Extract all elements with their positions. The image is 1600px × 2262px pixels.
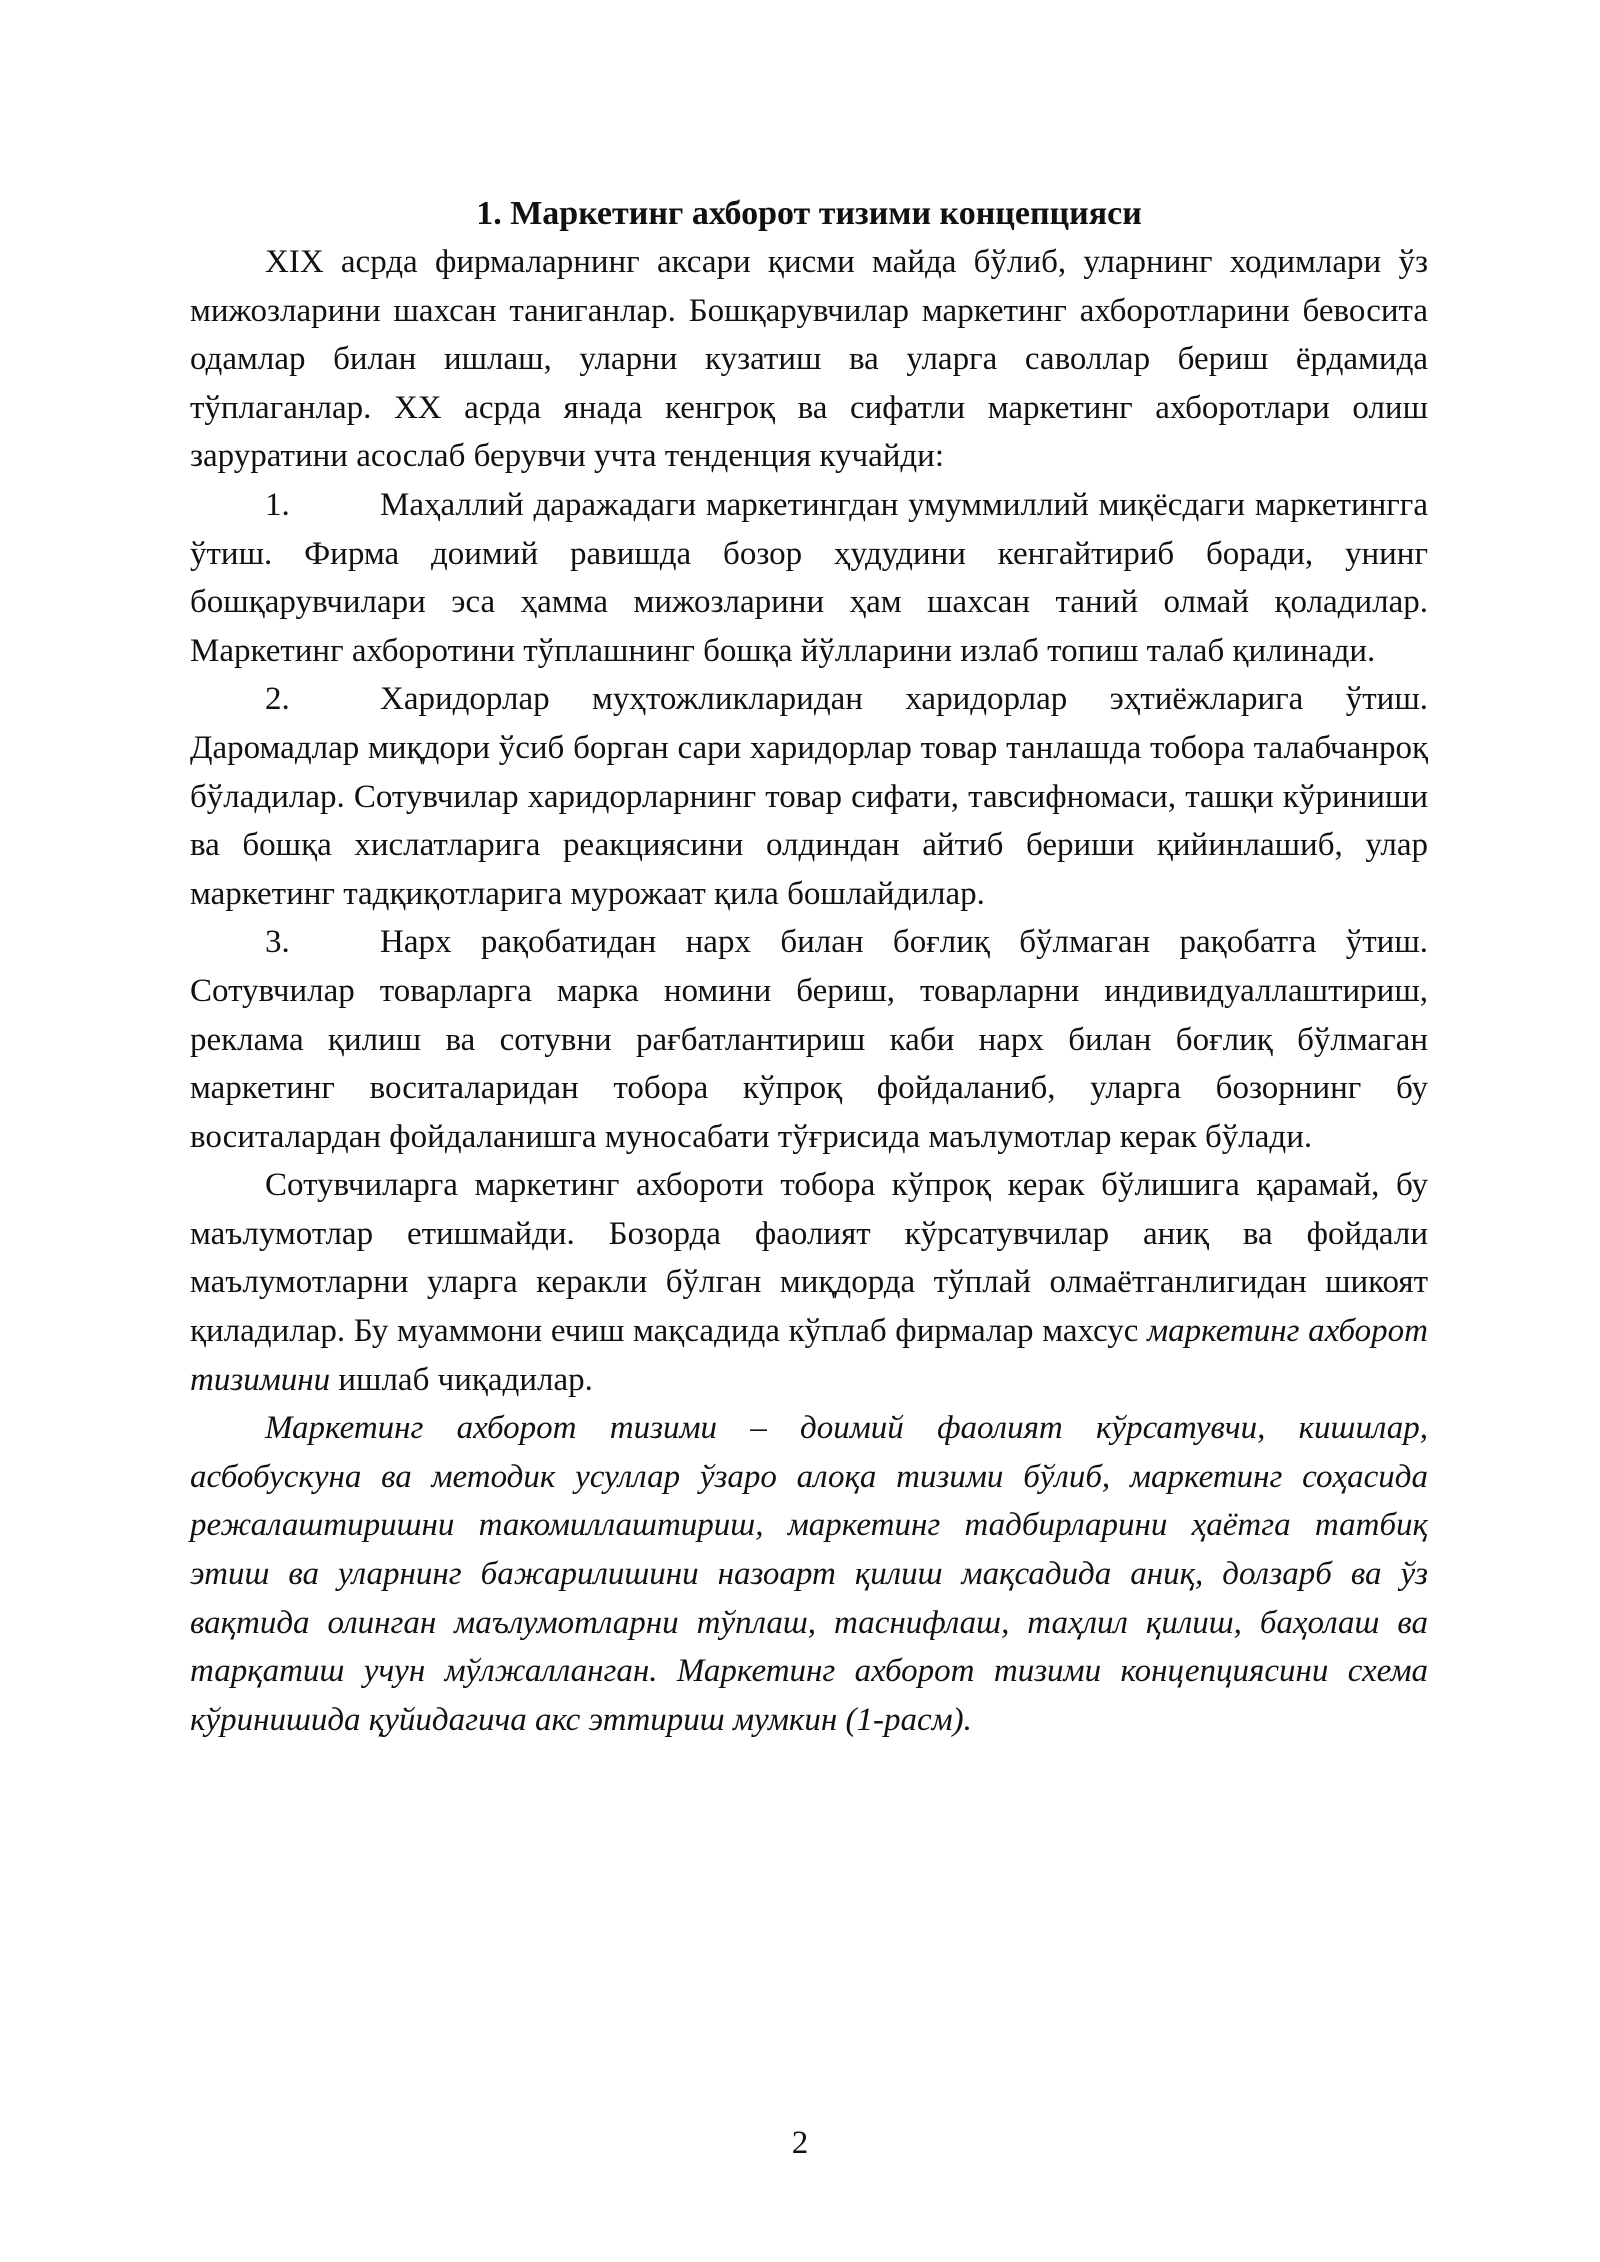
list-item-1-text: Маҳаллий даражадаги маркетингдан умуммиллий миқёсдаги маркетингга ўтиш. Фирма доимий равишда бозор ҳудудини кенгайтириб боради, унинг бошқарувчилари эса ҳамма мижозларини ҳам шахсан таний олмай қоладилар. Маркетинг ахборотини тўплашнинг бошқа йўлларини излаб топиш талаб қилинади.: [190, 486, 1428, 669]
list-item-1-number: 1.: [265, 486, 290, 523]
marketing-info-text-end: ишлаб чиқадилар.: [330, 1361, 593, 1398]
list-item-2-number: 2.: [265, 681, 290, 718]
list-item-3-text: Нарх рақобатидан нарх билан боғлиқ бўлмаган рақобатга ўтиш. Сотувчилар товарларга марка номини бериш, товарларни индивидуаллаштириш, реклама қилиш ва сотувни рағбатлантириш каби нарх билан боғлиқ бўлмаган маркетинг воситаларидан тобора кўпроқ фойдаланиб, уларга бозорнинг бу воситалардан фойдаланишга муносабати тўғрисида маълумотлар керак бўлади.: [190, 924, 1428, 1155]
marketing-info-italic-term: маркетинг ахборот тизимини: [190, 1313, 1428, 1398]
list-item-3: [190, 918, 1428, 1161]
intro-paragraph: XIX асрда фирмаларнинг аксари қисми майда бўлиб, уларнинг ходимлари ўз мижозларини шахсан таниганлар. Бошқарувчилар маркетинг ахборотларини бевосита одамлар билан ишлаш, уларни кузатиш ва уларга саволлар бериш ёрдамида тўплаганлар. XX асрда янада кенгроқ ва сифатли маркетинг ахборотлари олиш заруратини асослаб берувчи учта тенденция кучайди:: [190, 244, 1428, 475]
definition-paragraph: Маркетинг ахборот тизими – доимий фаолият кўрсатувчи, кишилар, асбобускуна ва методик усуллар ўзаро алоқа тизими бўлиб, маркетинг соҳасида режалаштиришни такомиллаштириш, маркетинг тадбирларини ҳаётга татбиқ этиш ва уларнинг бажарилишини назоарт қилиш мақсадида аниқ, долзарб ва ўз вақтида олинган маълумотларни тўплаш, таснифлаш, таҳлил қилиш, баҳолаш ва тарқатиш учун мўлжалланган. Маркетинг ахборот тизими концепциясини схема кўринишида қуйидагича акс эттириш мумкин (1-расм).: [190, 1410, 1428, 1738]
marketing-info-paragraph: [190, 1161, 1428, 1404]
marketing-info-text-start: Сотувчиларга маркетинг ахбороти тобора кўпроқ керак бўлишига қарамай, бу маълумотлар етишмайди. Бозорда фаолият кўрсатувчилар аниқ ва фойдали маълумотларни уларга керакли бўлган миқдорда тўплай олмаётганлигидан шикоят қиладилар. Бу муаммони ечиш мақсадида кўплаб фирмалар махсус: [190, 1167, 1428, 1350]
list-item-2: [190, 675, 1428, 918]
list-item-3-number: 3.: [265, 924, 290, 961]
document-page: [190, 190, 1428, 1744]
list-item-2-text: Харидорлар муҳтожликларидан харидорлар эҳтиёжларига ўтиш. Даромадлар миқдори ўсиб борган сари харидорлар товар танлашда тобора талабчанроқ бўладилар. Сотувчилар харидорларнинг товар сифати, тавсифномаси, ташқи кўриниши ва бошқа хислатларига реакциясини олдиндан айтиб бериши қийинлашиб, улар маркетинг тадқиқотларига мурожаат қила бошлайдилар.: [190, 681, 1428, 912]
list-item-1: [190, 481, 1428, 675]
page-number: 2: [791, 2125, 809, 2161]
section-title: 1. Маркетинг ахборот тизими концепцияси: [476, 195, 1142, 232]
